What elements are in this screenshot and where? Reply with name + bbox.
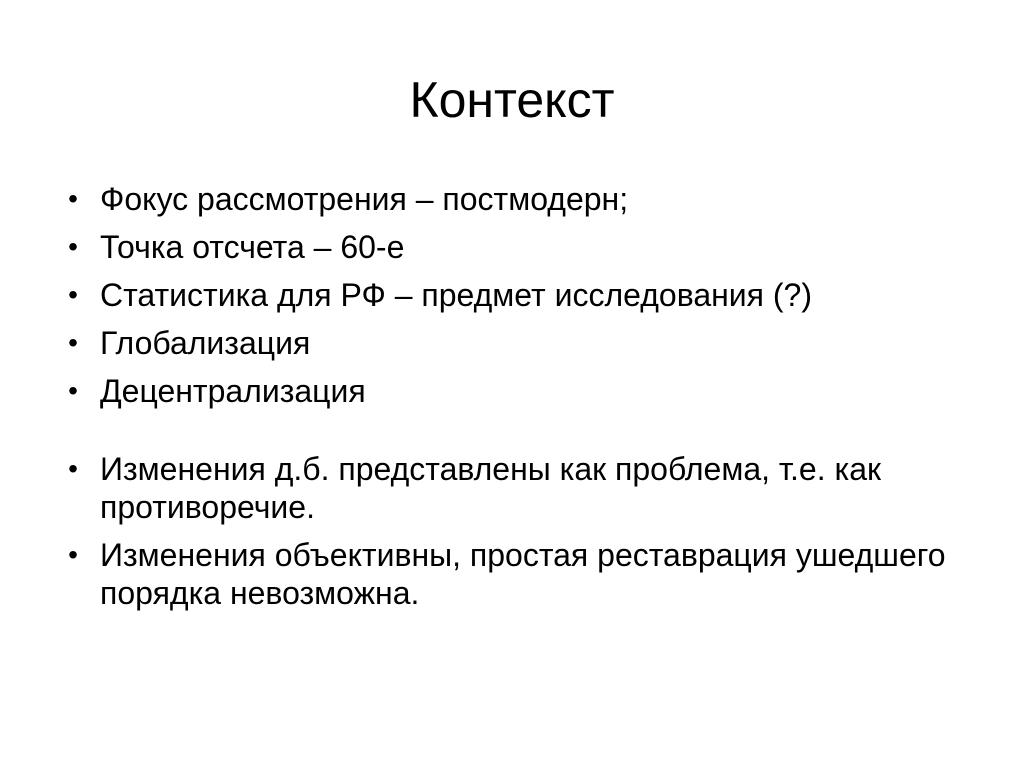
bullet-dot-icon: •	[68, 231, 78, 262]
bullet-text: Децентрализация	[100, 373, 366, 409]
bullet-dot-icon: •	[68, 539, 78, 570]
bullet-item	[58, 324, 978, 362]
bullet-item	[58, 450, 978, 526]
bullet-list	[58, 180, 978, 622]
bullet-text: Изменения д.б. представлены как проблема, т.е. как противоречие.	[100, 451, 881, 525]
bullet-dot-icon: •	[68, 453, 78, 484]
bullet-item	[58, 228, 978, 266]
bullet-dot-icon: •	[68, 183, 78, 214]
bullet-text: Глобализация	[100, 325, 311, 361]
slide-title: Контекст	[409, 72, 615, 128]
bullet-dot-icon: •	[68, 375, 78, 406]
bullet-item	[58, 536, 978, 612]
bullet-text: Статистика для РФ – предмет исследования (?)	[100, 277, 812, 313]
bullet-item	[58, 372, 978, 410]
bullet-dot-icon: •	[68, 327, 78, 358]
bullet-text: Изменения объективны, простая реставрация ушедшего порядка невозможна.	[100, 537, 946, 611]
bullet-text: Фокус рассмотрения – постмодерн;	[100, 181, 629, 217]
bullet-item	[58, 180, 978, 218]
bullet-text: Точка отсчета – 60-е	[100, 229, 405, 265]
bullet-item	[58, 276, 978, 314]
bullet-dot-icon: •	[68, 279, 78, 310]
